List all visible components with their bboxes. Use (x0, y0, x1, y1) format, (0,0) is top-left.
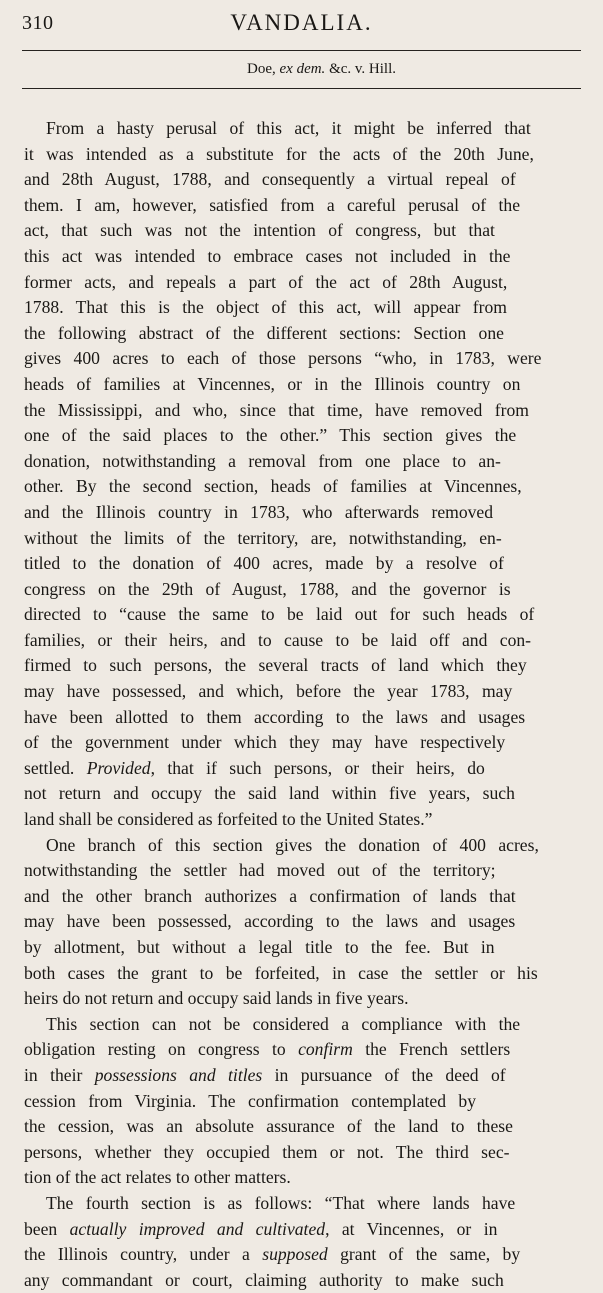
line-text: them. I am, however, satisfied from a careful perusal of the (24, 194, 521, 215)
text-line (24, 321, 599, 347)
text-line (24, 244, 599, 270)
text-line (24, 1037, 599, 1063)
text-line (24, 116, 599, 142)
line-text: former acts, and repeals a part of the act of 28th August, (24, 271, 508, 292)
line-text: , that if such persons, or their heirs, do (150, 757, 485, 778)
line-text: in pursuance of the deed of (262, 1064, 506, 1085)
text-line (24, 730, 599, 756)
text-line (24, 270, 599, 296)
line-text: , at Vincennes, or in (325, 1218, 498, 1239)
text-line (24, 705, 599, 731)
line-text: tion of the act relates to other matters. (24, 1167, 291, 1188)
text-line (24, 807, 599, 833)
line-text: 1788. That this is the object of this act, will appear from (24, 297, 507, 318)
line-text: and 28th August, 1788, and consequently a virtual repeal of (24, 169, 516, 190)
text-line (24, 372, 599, 398)
text-line (24, 653, 599, 679)
line-text: and the Illinois country in 1783, who afterwards removed (24, 501, 494, 522)
text-line (24, 961, 599, 987)
line-text: From a hasty perusal of this act, it might be inferred that (46, 118, 531, 138)
text-line (24, 1191, 599, 1217)
line-text: obligation resting on congress to (24, 1039, 299, 1060)
text-line (24, 833, 599, 859)
line-text: may have possessed, and which, before the year 1783, may (24, 681, 513, 702)
text-line (24, 1217, 599, 1243)
text-line (24, 679, 599, 705)
line-text: the cession, was an absolute assurance of the land to these (24, 1116, 513, 1137)
line-text: not return and occupy the said land within five years, such (24, 783, 515, 804)
text-line (24, 1063, 599, 1089)
line-text: directed to “cause the same to be laid out for such heads of (24, 604, 535, 625)
line-text: The fourth section is as follows: “That where lands have (46, 1192, 516, 1213)
text-line (24, 167, 599, 193)
line-text: the Mississippi, and who, since that time, have removed from (24, 399, 529, 420)
text-line (24, 935, 599, 961)
text-line (24, 986, 599, 1012)
line-text: grant of the same, by (327, 1244, 521, 1265)
text-line (24, 551, 599, 577)
text-line (24, 1268, 599, 1293)
line-text: This section can not be considered a compliance with the (46, 1013, 521, 1034)
line-text: heirs do not return and occupy said lands in five years. (24, 988, 409, 1009)
text-line (24, 602, 599, 628)
line-text: this act was intended to embrace cases not included in the (24, 245, 511, 266)
line-text: any commandant or court, claiming authority to make such (24, 1269, 504, 1290)
text-line (24, 423, 599, 449)
line-text: it was intended as a substitute for the acts of the 20th June, (24, 143, 534, 164)
line-text: been (24, 1218, 70, 1239)
italic-text: actually improved and cultivated (69, 1218, 326, 1239)
line-text: and the other branch authorizes a confirmation of lands that (24, 885, 516, 906)
italic-text: confirm (298, 1039, 353, 1060)
line-text: land shall be considered as forfeited to the United States.” (24, 809, 433, 830)
case-caption-italic: ex dem. (279, 61, 326, 77)
text-line (24, 781, 599, 807)
line-text: of the government under which they may have respectively (24, 732, 506, 753)
page-number: 310 (22, 12, 54, 34)
line-text: one of the said places to the other.” This section gives the (24, 425, 517, 446)
line-text: the French settlers (352, 1039, 511, 1060)
line-text: notwithstanding the settler had moved out of the territory; (24, 860, 496, 881)
body-text (24, 116, 599, 1293)
line-text: persons, whether they occupied them or not. The third sec- (24, 1141, 510, 1162)
text-line (24, 1242, 599, 1268)
text-line (24, 449, 599, 475)
text-line (24, 218, 599, 244)
line-text: One branch of this section gives the donation of 400 acres, (46, 834, 539, 855)
line-text: by allotment, but without a legal title to the fee. But in (24, 937, 495, 957)
line-text: may have been possessed, according to the laws and usages (24, 911, 516, 932)
case-caption (22, 61, 581, 78)
text-line (24, 1165, 599, 1191)
line-text: firmed to such persons, the several tracts of land which they (24, 655, 527, 676)
running-title: VANDALIA. (230, 10, 373, 35)
line-text: congress on the 29th of August, 1788, and the governor is (24, 578, 511, 599)
text-line (24, 474, 599, 500)
text-line (24, 577, 599, 603)
italic-text: possessions and titles (94, 1064, 263, 1085)
header-rule (22, 50, 581, 51)
text-line (24, 1140, 599, 1166)
case-caption-rest: &c. v. Hill. (325, 61, 396, 77)
text-line (24, 1114, 599, 1140)
italic-text: Provided (86, 757, 151, 778)
line-text: families, or their heirs, and to cause to be laid off and con- (24, 629, 532, 650)
text-line (24, 500, 599, 526)
line-text: donation, notwithstanding a removal from one place to an- (24, 450, 501, 471)
case-caption-name: Doe, (247, 61, 280, 77)
text-line (24, 909, 599, 935)
line-text: settled. (24, 757, 87, 778)
line-text: other. By the second section, heads of families at Vincennes, (24, 476, 522, 497)
line-text: act, that such was not the intention of congress, but that (24, 220, 495, 241)
line-text: the following abstract of the different sections: Section one (24, 322, 504, 343)
text-line (24, 628, 599, 654)
line-text: without the limits of the territory, are, notwithstanding, en- (24, 527, 502, 548)
text-line (24, 756, 599, 782)
line-text: cession from Virginia. The confirmation contemplated by (24, 1090, 476, 1111)
line-text: the Illinois country, under a (24, 1244, 263, 1265)
text-line (24, 346, 599, 372)
text-line (24, 858, 599, 884)
text-line (24, 526, 599, 552)
text-line (24, 1089, 599, 1115)
text-line (24, 1012, 599, 1038)
line-text: in their (24, 1064, 95, 1085)
text-line (24, 193, 599, 219)
line-text: titled to the donation of 400 acres, made by a resolve of (24, 553, 504, 574)
text-line (24, 142, 599, 168)
text-line (24, 884, 599, 910)
caption-rule (22, 88, 581, 89)
line-text: gives 400 acres to each of those persons “who, in 1783, were (24, 348, 542, 369)
page-header (22, 10, 581, 36)
text-line (24, 295, 599, 321)
line-text: heads of families at Vincennes, or in the Illinois country on (24, 373, 521, 394)
italic-text: supposed (262, 1244, 328, 1265)
line-text: have been allotted to them according to the laws and usages (24, 706, 526, 727)
line-text: both cases the grant to be forfeited, in case the settler or his (24, 962, 538, 983)
text-line (24, 398, 599, 424)
